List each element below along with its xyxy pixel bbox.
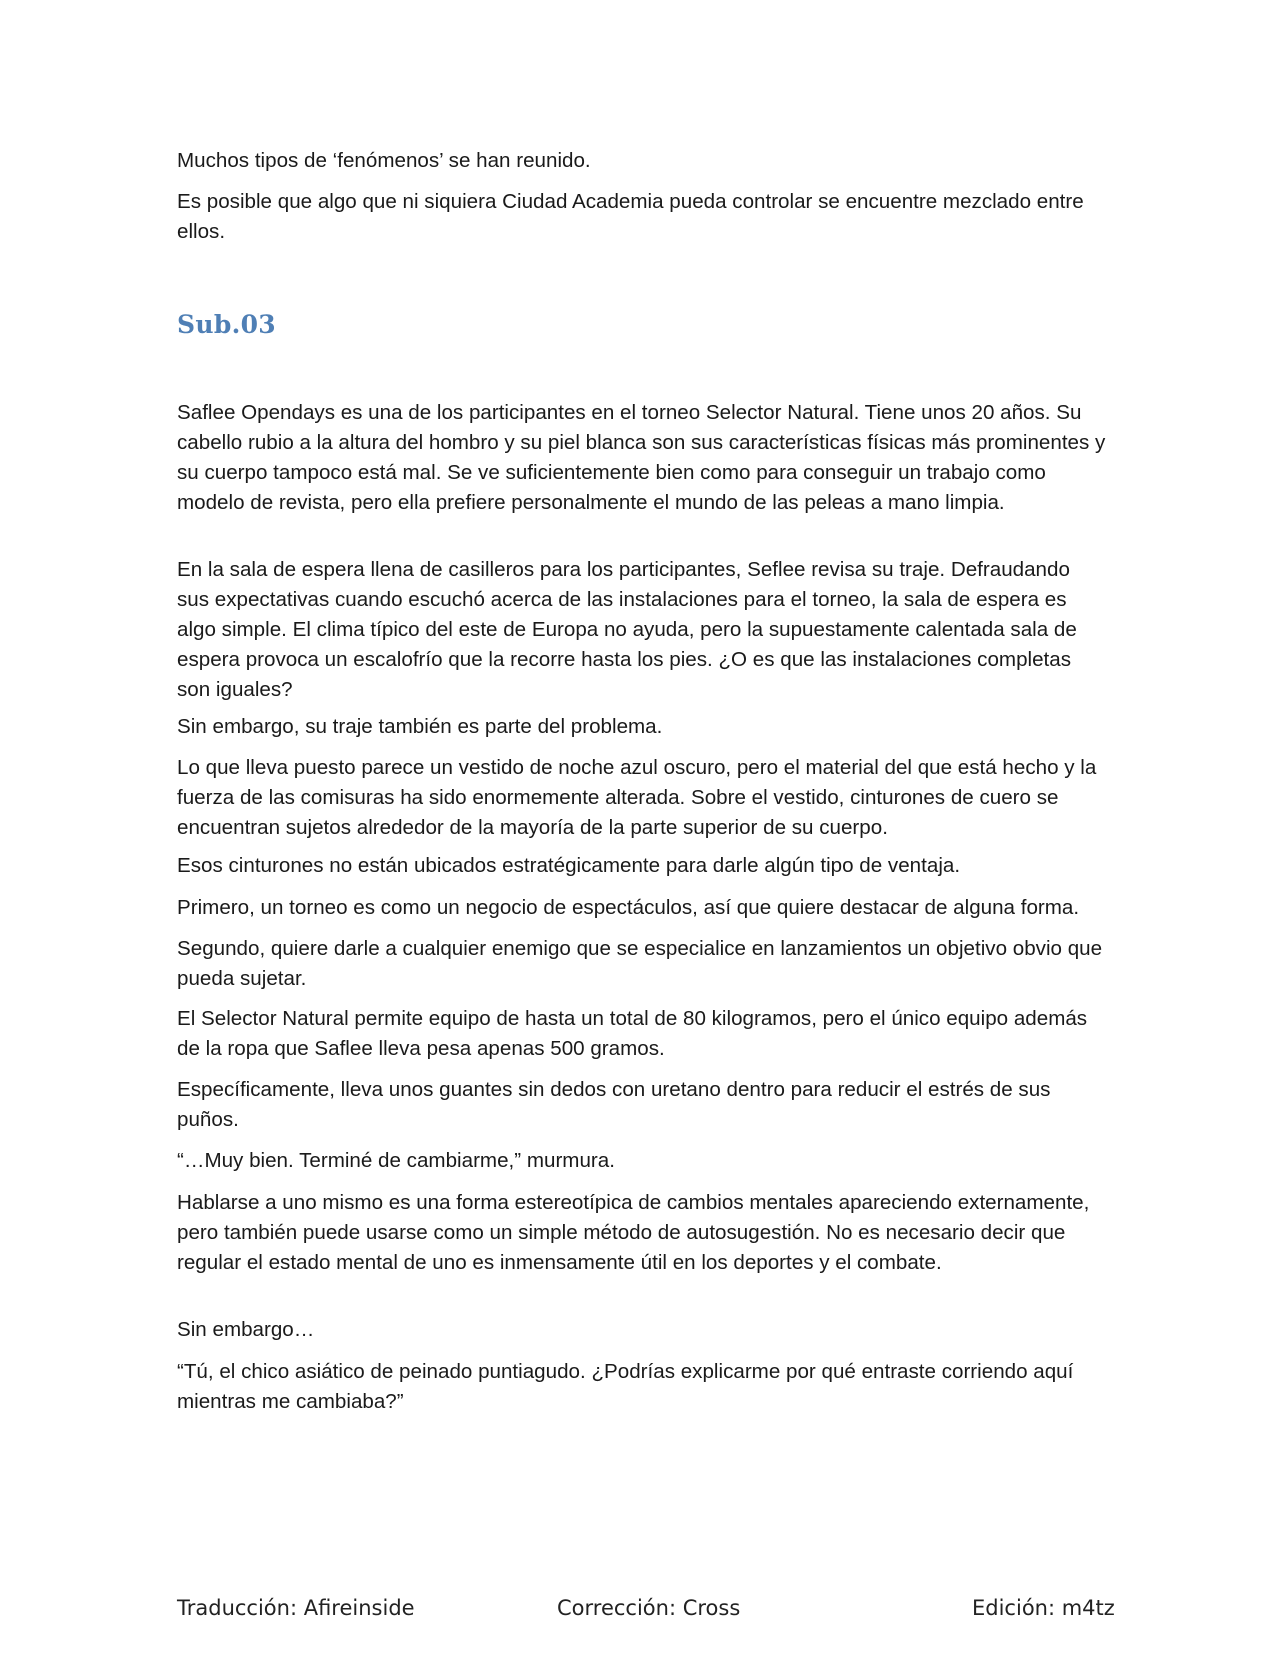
body-paragraph-12: Sin embargo… <box>177 1318 315 1341</box>
intro-paragraph-1: Muchos tipos de ‘fenómenos’ se han reunido. <box>177 149 591 172</box>
footer-edition-credit: Edición: m4tz <box>972 1596 1115 1620</box>
body-paragraph-7: Segundo, quiere darle a cualquier enemigo que se especialice en lanzamientos un objetivo obvio que pueda sujetar. <box>177 937 1103 990</box>
footer-correction-credit: Corrección: Cross <box>557 1596 741 1620</box>
body-paragraph-2: En la sala de espera llena de casilleros para los participantes, Seflee revisa su traje. Defraudando sus expectativas cuando escuchó acerca de las instalaciones para el torneo, la sala de espera es algo simple. El clima típico del este de Europa no ayuda, pero la supuestamente calentada sala de espera provoca un escalofrío que la recorre hasta los pies. ¿O es que las instalaciones completas son iguales? <box>177 558 1077 701</box>
section-heading: Sub.03 <box>177 310 277 339</box>
body-paragraph-8: El Selector Natural permite equipo de hasta un total de 80 kilogramos, pero el único equipo además de la ropa que Saflee lleva pesa apenas 500 gramos. <box>177 1007 1088 1060</box>
body-paragraph-13: “Tú, el chico asiático de peinado puntiagudo. ¿Podrías explicarme por qué entraste corriendo aquí mientras me cambiaba?” <box>177 1360 1074 1413</box>
intro-paragraph-2: Es posible que algo que ni siquiera Ciudad Academia pueda controlar se encuentre mezclado entre ellos. <box>177 190 1084 243</box>
body-paragraph-4: Lo que lleva puesto parece un vestido de noche azul oscuro, pero el material del que está hecho y la fuerza de las comisuras ha sido enormemente alterada. Sobre el vestido, cinturones de cuero se encuentran sujetos alrededor de la mayoría de la parte superior de su cuerpo. <box>177 756 1097 839</box>
footer-translation-credit: Traducción: Afireinside <box>177 1596 415 1620</box>
body-paragraph-10: “…Muy bien. Terminé de cambiarme,” murmura. <box>177 1149 615 1172</box>
body-paragraph-11: Hablarse a uno mismo es una forma estereotípica de cambios mentales apareciendo externamente, pero también puede usarse como un simple método de autosugestión. No es necesario decir que regular el estado mental de uno es inmensamente útil en los deportes y el combate. <box>177 1191 1090 1274</box>
body-paragraph-1: Saflee Opendays es una de los participantes en el torneo Selector Natural. Tiene unos 20 años. Su cabello rubio a la altura del hombro y su piel blanca son sus características físicas más prominentes y su cuerpo tampoco está mal. Se ve suficientemente bien como para conseguir un trabajo como modelo de revista, pero ella prefiere personalmente el mundo de las peleas a mano limpia. <box>177 401 1106 514</box>
body-paragraph-9: Específicamente, lleva unos guantes sin dedos con uretano dentro para reducir el estrés de sus puños. <box>177 1078 1051 1131</box>
body-paragraph-6: Primero, un torneo es como un negocio de espectáculos, así que quiere destacar de alguna forma. <box>177 896 1080 919</box>
body-paragraph-3: Sin embargo, su traje también es parte del problema. <box>177 715 663 738</box>
body-paragraph-5: Esos cinturones no están ubicados estratégicamente para darle algún tipo de ventaja. <box>177 854 961 877</box>
